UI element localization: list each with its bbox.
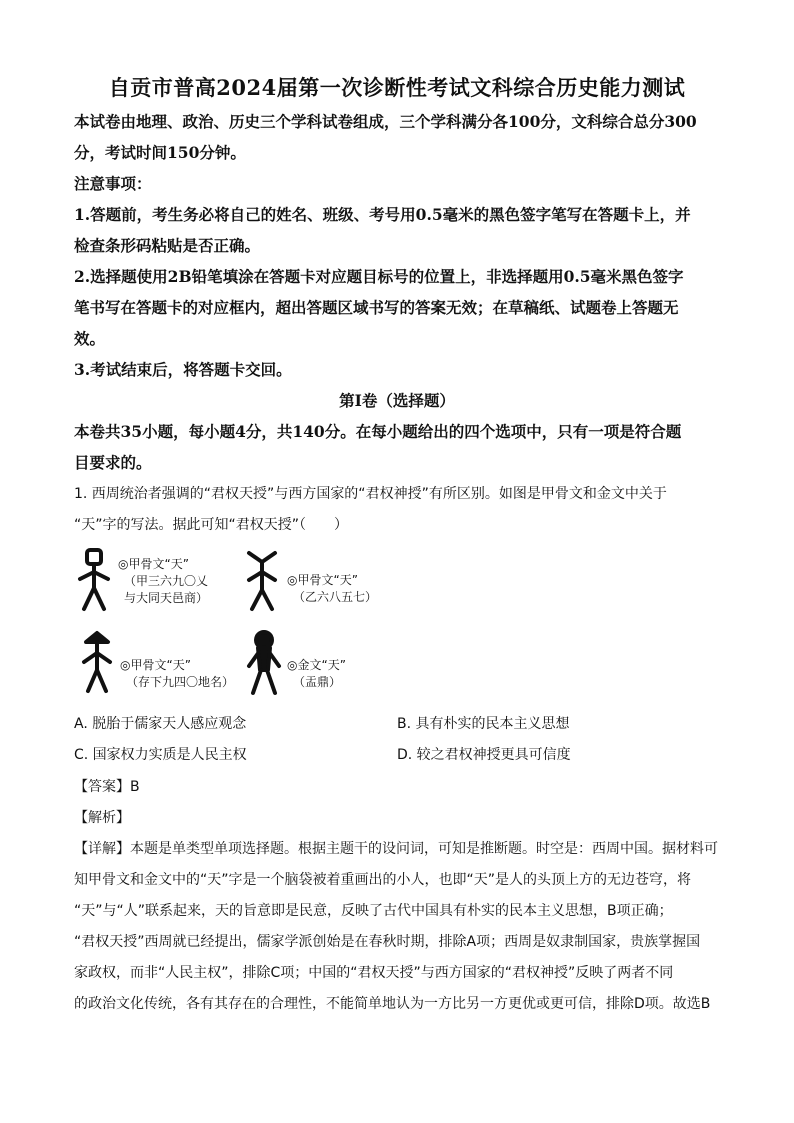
intro-line-2: 分，考试时间150分钟。 [74,143,246,162]
figure-2-caption [287,572,377,606]
notes-heading: 注意事项： [74,174,152,193]
figure-1-source-line-1: （甲三六九〇乂 [124,574,209,588]
answer-line: 【答案】B [74,779,140,795]
note-2-line-2: 笔书写在答题卡的对应框内，超出答题区域书写的答案无效；在草稿纸、试题卷上答题无 [74,298,679,317]
detail-line-1: 【详解】本题是单类型单项选择题。根据主题干的设问词，可知是推断题。时空是：西周中国。据材料可 [74,841,718,857]
note-2-line-3: 效。 [74,329,106,348]
detail-line-6: 的政治文化传统，各有其存在的合理性，不能简单地认为一方比另一方更优或更可信，排除D项。故选B [74,996,711,1012]
question-1-stem-line-2: “天”字的写法。据此可知“君权天授”（ ） [74,517,349,533]
detail-line-5: 家政权，而非“人民主权”，排除C项；中国的“君权天授”与西方国家的“君权神授”反映了两者不同 [74,965,674,981]
option-d: D. 较之君权神授更具可信度 [397,747,571,763]
section-desc-line-1: 本卷共35小题，每小题4分，共140分。在每小题给出的四个选项中，只有一项是符合题 [74,422,682,441]
oracle-tian-glyph-1-icon [76,548,112,612]
detail-line-2: 知甲骨文和金文中的“天”字是一个脑袋被着重画出的小人，也即“天”是人的头顶上方的无边苍穹，将 [74,872,692,888]
oracle-tian-glyph-3-icon [80,630,114,694]
question-1-stem-line-1: 1. 西周统治者强调的“君权天授”与西方国家的“君权神授”有所区别。如图是甲骨文和金文中关于 [74,486,667,502]
figure-3-label: ◎甲骨文“天” [120,658,191,672]
option-a: A. 脱胎于儒家天人感应观念 [74,716,247,732]
figure-1-source-line-2: 与大同天邑商） [124,591,209,605]
figure-2-label: ◎甲骨文“天” [287,573,358,587]
figure-1-caption [118,556,208,607]
oracle-tian-glyph-2-icon [244,550,280,612]
detail-line-3: “天”与“人”联系起来，天的旨意即是民意，反映了古代中国具有朴实的民本主义思想，B项正确； [74,903,673,919]
figure-2-source-line-1: （乙六八五七） [293,590,378,604]
note-1-line-1: 1.答题前，考生务必将自己的姓名、班级、考号用0.5毫米的黑色签字笔写在答题卡上，并 [74,205,691,224]
figure-4-label: ◎金文“天” [287,658,346,672]
note-3: 3.考试结束后，将答题卡交回。 [74,360,292,379]
note-2-line-1: 2.选择题使用2B铅笔填涂在答题卡对应题目标号的位置上，非选择题用0.5毫米黑色签字 [74,267,684,286]
figure-4-caption [287,657,346,691]
intro-line-1: 本试卷由地理、政治、历史三个学科试卷组成，三个学科满分各100分，文科综合总分300 [74,112,697,131]
note-1-line-2: 检查条形码粘贴是否正确。 [74,236,261,255]
figure-3-caption [120,657,234,691]
detail-line-4: “君权天授”西周就已经提出，儒家学派创始是在春秋时期，排除A项；西周是奴隶制国家，贵族掌握国 [74,934,701,950]
figure-3-source-line-1: （存下九四〇地名） [126,675,235,689]
bronze-tian-glyph-icon [244,630,284,696]
section-desc-line-2: 目要求的。 [74,453,152,472]
figure-1-label: ◎甲骨文“天” [118,557,189,571]
figure-4-source-line-1: （盂鼎） [293,675,342,689]
option-c: C. 国家权力实质是人民主权 [74,747,247,763]
analysis-heading: 【解析】 [74,810,130,826]
section-heading: 第Ⅰ卷（选择题） [339,391,455,410]
option-b: B. 具有朴实的民本主义思想 [397,716,570,732]
page-title: 自贡市普高2024届第一次诊断性考试文科综合历史能力测试 [108,75,686,100]
